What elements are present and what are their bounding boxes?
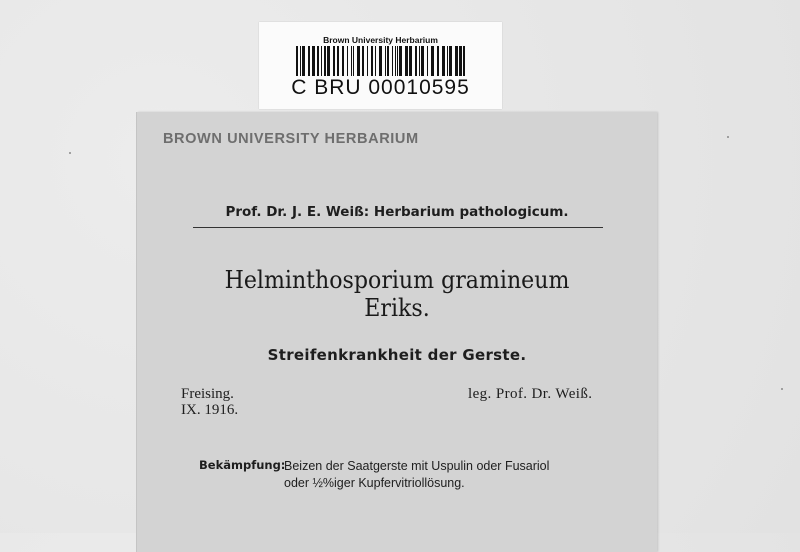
collector: leg. Prof. Dr. Weiß. [468, 386, 593, 402]
common-name: Streifenkrankheit der Gerste. [267, 346, 527, 364]
barcode-bar [351, 46, 352, 76]
barcode-number: C BRU 00010595 [291, 76, 470, 99]
barcode-bar [455, 46, 458, 76]
barcode-bar [437, 46, 439, 76]
barcode-bar [337, 46, 339, 76]
barcode-bar [342, 46, 344, 76]
barcode-bar [353, 46, 354, 76]
treatment-line-1: Beizen der Saatgerste mit Uspulin oder Fusariol [284, 459, 550, 473]
herbarium-line: Prof. Dr. J. E. Weiß: Herbarium pathologicum. [225, 204, 569, 220]
barcode-bar [317, 46, 319, 76]
barcode-bar [321, 46, 322, 76]
barcode-bar [302, 46, 305, 76]
treatment-line-2: oder ½%iger Kupfervitriollösung. [284, 476, 465, 490]
barcode-bar [421, 46, 424, 76]
barcode-title: Brown University Herbarium [323, 35, 438, 45]
barcode-bar [442, 46, 445, 76]
barcode-bar [415, 46, 417, 76]
barcode-bar [312, 46, 315, 76]
barcode-bar [296, 46, 298, 76]
herbarium-stamp: BROWN UNIVERSITY HERBARIUM [162, 130, 419, 147]
barcode-bar [449, 46, 452, 76]
barcode-bar [308, 46, 310, 76]
species-name [158, 266, 636, 322]
treatment-text [284, 458, 624, 492]
barcode-bar [333, 46, 335, 76]
barcode-bar [327, 46, 330, 76]
barcode-bar [427, 46, 428, 76]
barcode-bar [357, 46, 360, 76]
barcode-bar [379, 46, 382, 76]
barcode-bar [463, 46, 465, 76]
barcode-bar [395, 46, 396, 76]
barcode-bar [431, 46, 434, 76]
barcode-bar [362, 46, 364, 76]
barcode-bar [347, 46, 348, 76]
treatment-label: Bekämpfung: [199, 458, 286, 472]
divider-rule [193, 227, 603, 228]
barcode-bar [385, 46, 386, 76]
barcode-bar [324, 46, 326, 76]
collection-date: IX. 1916. [181, 402, 239, 418]
barcode-bar [397, 46, 398, 76]
barcode-label [259, 22, 502, 109]
barcode-bar [392, 46, 393, 76]
barcode-bar [375, 46, 376, 76]
barcode-bar [371, 46, 373, 76]
barcode-bar [459, 46, 462, 76]
barcode-bar [409, 46, 412, 76]
barcode-bar [405, 46, 408, 76]
species-line-2: Eriks. [364, 294, 430, 322]
barcode-bar [367, 46, 368, 76]
barcode-bar [447, 46, 448, 76]
paper-speck [69, 152, 71, 154]
barcode-bar [419, 46, 420, 76]
locality: Freising. [181, 386, 234, 402]
barcode-bar [399, 46, 402, 76]
paper-speck [727, 136, 729, 138]
paper-speck [781, 388, 783, 390]
barcode-bar [387, 46, 389, 76]
barcode-bar [300, 46, 301, 76]
species-line-1: Helminthosporium gramineum [224, 266, 570, 294]
specimen-label [137, 112, 657, 552]
locality-block [181, 386, 238, 418]
